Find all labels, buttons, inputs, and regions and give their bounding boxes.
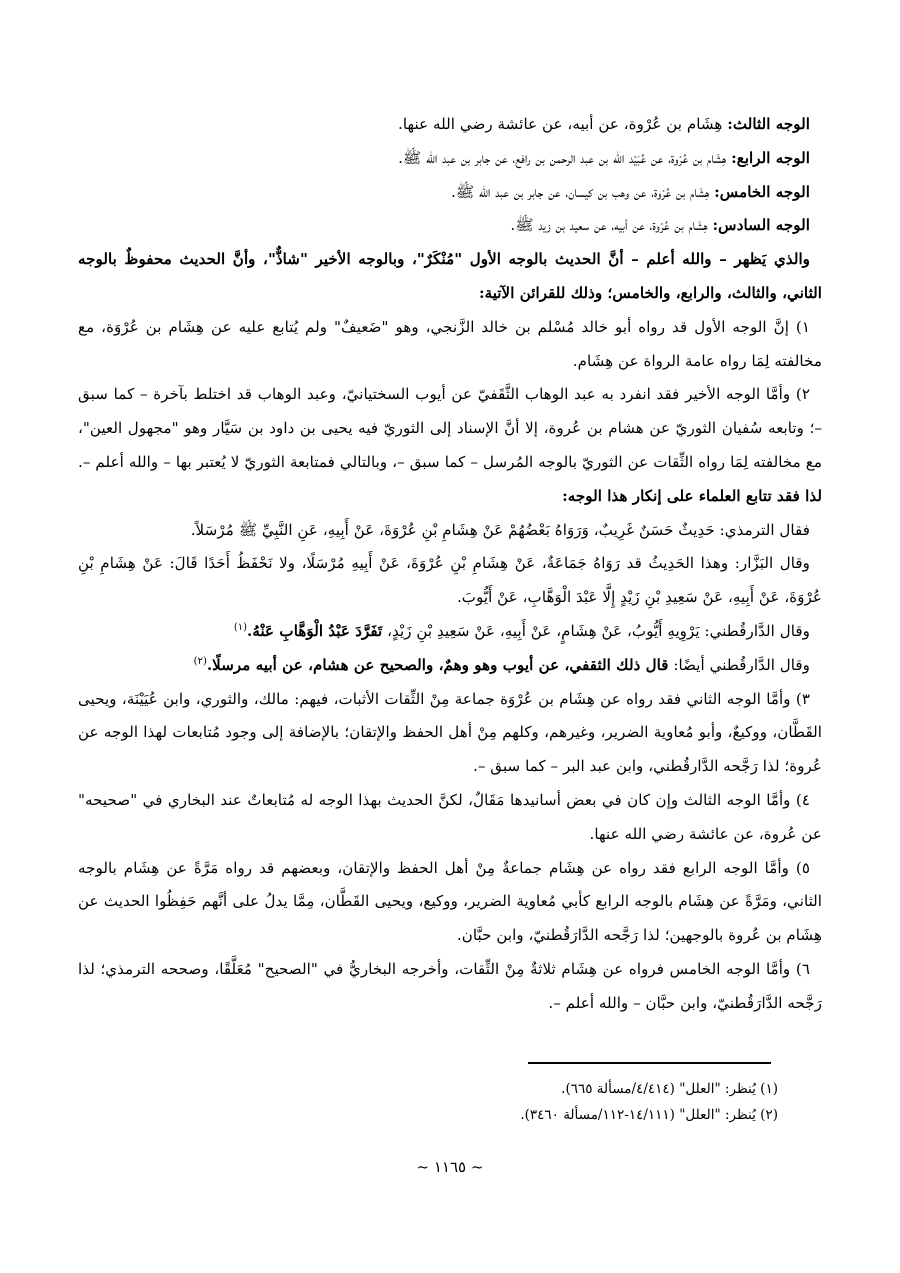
footnote-2: (٢) يُنظر: "العلل" (١٤/١١١-١١٢/مسألة ٣٤٦٠).	[520, 1107, 778, 1123]
w3-label: الوجه الثالث:	[727, 115, 810, 133]
footnotes	[78, 1076, 778, 1128]
point-3: ٣) وأمَّا الوجه الثاني فقد رواه عن هِشَام بن عُرْوَة جماعة مِنْ الثِّقات الأثبات، فيهم: مالك، والثوري، وابن عُيَيْنَة، ويحيى القَطَّان، ووكيعٌ، وأبو مُعاوية الضرير، وغيرهم، وكلهم مِنْ أهل الحفظ والإتقان؛ بالإضافة إلى وجود مُتابعات لهذا الوجه عن عُروة؛ لذا رَجَّحه الدَّارقُطني، وابن عبد البر – كما سبق –.	[78, 689, 822, 776]
quote-bazzar-pre: وقال البَزَّار:	[728, 554, 810, 573]
point-2	[78, 378, 822, 513]
w5-text: هِشَام بن عُرْوة، عن وهب بن كيسان، عن جابر بن عبد الله ﷺ.	[451, 182, 715, 201]
quote-tirmidhi	[78, 514, 822, 548]
quote-bazzar-text: وهذا الحَدِيثُ قد رَوَاهُ جَمَاعَةٌ، عَنْ هِشَامِ بْنِ عُرْوَةَ، عَنْ أَبِيهِ مُرْسَلًا، ولا نَحْفَظُ أَحَدًا قَالَ: عَنْ هِشَامِ بْنِ عُرْوَةَ، عَنْ أَبِيهِ، عَنْ سَعِيدِ بْنِ زَيْدٍ إِلَّا عَبْدَ الْوَهَّابِ، عَنْ أَيُّوبَ.	[78, 554, 822, 607]
quote-daraqutni-2-bold: قال ذلك الثقفي، عن أيوب وهو وهمٌ، والصحيح عن هشام، عن أبيه مرسلًا.	[206, 655, 669, 674]
point-6: ٦) وأمَّا الوجه الخامس فرواه عن هِشَام ثلاثةٌ مِنْ الثِّقات، وأخرجه البخاريُّ في "الصحيح" مُعَلَّقًا، وصححه الترمذي؛ لذا رَجَّحه الدَّارَقُطنيّ، وابن حبَّان – والله أعلم –.	[78, 959, 822, 1012]
w5-label: الوجه الخامس:	[714, 182, 810, 201]
point-1: ١) إنَّ الوجه الأول قد رواه أبو خالد مُسْلم بن خالد الزَّنجي، وهو "ضَعيفٌ" ولم يُتابع عليه عن هِشَام بن عُرْوَة، مع مخالفته لِمَا رواه عامة الرواة عن هِشَام.	[78, 317, 822, 370]
point-4: ٤) وأمَّا الوجه الثالث وإن كان في بعض أسانيدها مَقَالٌ، لكنَّ الحديث بهذا الوجه له مُتابعاتٌ عند البخاري في "صحيحه" عن عُروة، عن عائشة رضي الله عنها.	[78, 790, 822, 843]
quote-tirmidhi-text: حَدِيثٌ حَسَنٌ غَرِيبٌ، وَرَوَاهُ بَعْضُهُمْ عَنْ هِشَامِ بْنِ عُرْوَةَ، عَنْ أَبِيهِ، عَنِ النَّبِيِّ ﷺ مُرْسَلاً.	[190, 520, 715, 539]
quote-daraqutni-2	[78, 649, 822, 683]
quote-bazzar	[78, 547, 822, 615]
line-w6	[78, 209, 822, 243]
point-5: ٥) وأمَّا الوجه الرابع فقد رواه عن هِشَام جماعةٌ مِنْ أهل الحفظ والإتقان، وبعضهم قد رواه مَرَّةً عن هِشَام بالوجه الثاني، ومَرَّةً عن هِشَام بالوجه الرابع كأبي مُعاوية الضرير، ووكيع، ويحيى القَطَّان، مِمَّا يدلُ على أنَّهم حَفِظُوا الحديث عن هِشَام بن عُروة بالوجهين؛ لذا رَجَّحه الدَّارَقُطنيّ، وابن حبَّان.	[78, 858, 822, 945]
w6-text: هِشَام بن عُرْوة، عن أبيه، عن سعيد بن زيد ﷺ.	[510, 216, 713, 235]
footnote-ref-1[interactable]: (١)	[233, 621, 248, 633]
line-w3	[78, 108, 822, 142]
quote-daraqutni-1-pre: وقال الدَّارقُطني:	[699, 621, 810, 640]
conclusion: والذي يَظهر – والله أعلم – أنَّ الحديث بالوجه الأول "مُنْكَرٌ"، وبالوجه الأخير "شاذٌّ"، وأنَّ الحديث محفوظٌ بالوجه الثاني، والثالث، والرابع، والخامس؛ وذلك للقرائن الآتية:	[78, 250, 822, 302]
quote-daraqutni-1	[78, 615, 822, 649]
page-body	[78, 108, 822, 1021]
point-2-bold: لذا فقد تتابع العلماء على إنكار هذا الوجه:	[562, 486, 822, 505]
footnote-divider	[528, 1062, 771, 1064]
w3-text: هِشَام بن عُرْوة، عن أبيه، عن عائشة رضي الله عنها.	[398, 115, 728, 133]
quote-tirmidhi-pre: فقال الترمذي:	[714, 520, 810, 539]
quote-daraqutni-2-pre: وقال الدَّارقُطني أيضًا:	[668, 655, 810, 674]
line-w5	[78, 176, 822, 210]
w4-text: هِشَام بن عُرْوة، عن عُبَيْد الله بن عبد الرحمن بن رافع، عن جابر بن عبد الله ﷺ.	[398, 148, 732, 167]
footnote-ref-2[interactable]: (٢)	[193, 655, 207, 667]
page-number: ~ ١١٦٥ ~	[416, 1158, 484, 1176]
point-2-text: ٢) وأمَّا الوجه الأخير فقد انفرد به عبد الوهاب الثَّقَفيّ عن أيوب السختيانيّ، وعبد الوهاب قد اختلط بآخرة – كما سبق –؛ وتابعه سُفيان الثوريّ عن هشام بن عُروة، إلا أنَّ الإسناد إلى الثوريّ فيه يحيى بن داود بن سَيَّار وهو "مجهول العين"، مع مخالفته لِمَا رواه الثِّقات عن الثوريّ بالوجه المُرسل – كما سبق –، وبالتالي فمتابعة الثوريّ لا يُعتبر بها – والله أعلم –.	[78, 385, 822, 471]
footnote-1: (١) يُنظر: "العلل" (٤/٤١٤/مسألة ٦٦٥).	[561, 1081, 778, 1097]
w4-label: الوجه الرابع:	[731, 148, 810, 167]
quote-daraqutni-1-bold: تَفَرَّدَ عَبْدُ الْوَهَّابِ عَنْهُ.	[247, 621, 383, 640]
line-w4	[78, 142, 822, 176]
w6-label: الوجه السادس:	[712, 216, 810, 235]
quote-daraqutni-1-text: يَرْوِيهِ أَيُّوبُ، عَنْ هِشَامٍ، عَنْ أَبِيهِ، عَنْ سَعِيدِ بْنِ زَيْدٍ،	[382, 621, 700, 640]
